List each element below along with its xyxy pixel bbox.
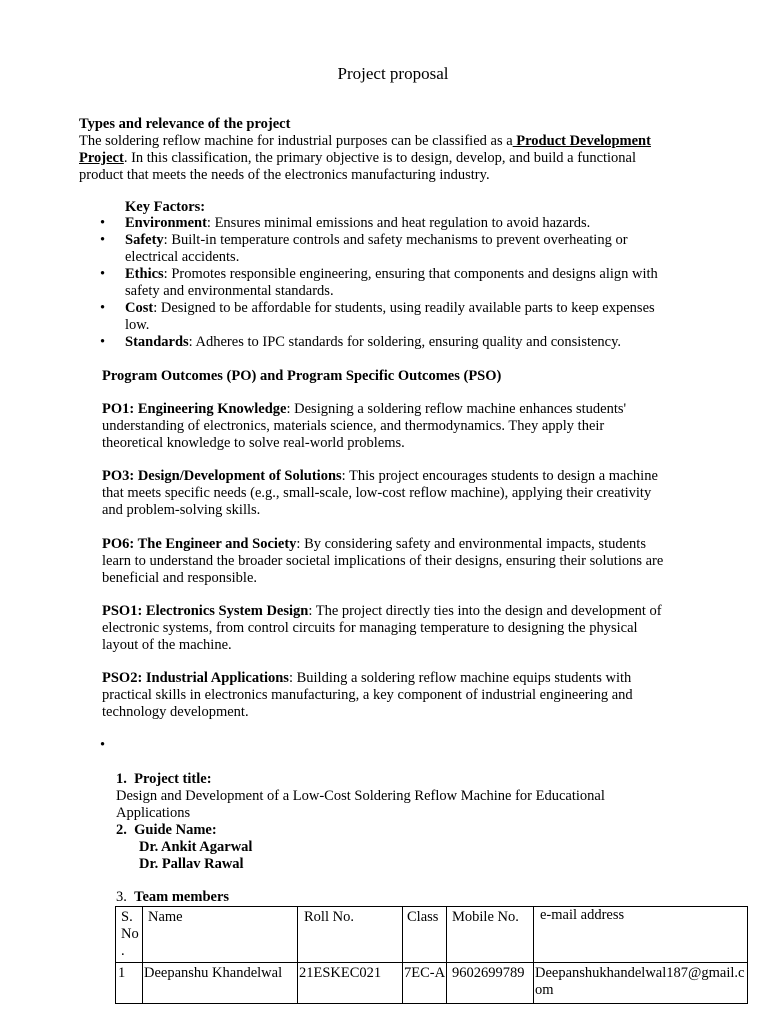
po1-paragraph bbox=[102, 401, 742, 452]
header-class: Class bbox=[403, 907, 447, 963]
team-heading bbox=[116, 889, 229, 906]
table-header-row bbox=[116, 907, 748, 963]
factor-term: Ethics bbox=[125, 266, 164, 282]
po1-term: PO1: Engineering Knowledge bbox=[102, 401, 287, 417]
project-details bbox=[116, 771, 756, 873]
guide-label: Guide Name: bbox=[134, 822, 217, 838]
header-name: Name bbox=[143, 907, 298, 963]
empty-bullet-icon: • bbox=[100, 737, 106, 753]
po6-paragraph bbox=[102, 536, 742, 587]
pso1-text: : The project directly ties into the design and development of bbox=[308, 603, 662, 619]
factor-text: : Promotes responsible engineering, ensuring that components and designs align with bbox=[163, 266, 658, 282]
item-number: 2. bbox=[116, 822, 127, 838]
team-table bbox=[115, 906, 748, 1004]
factor-text: : Built-in temperature controls and safety mechanisms to prevent overheating or bbox=[163, 232, 628, 248]
bullet-icon: • bbox=[100, 300, 106, 316]
po1-text: : Designing a soldering reflow machine enhances students' bbox=[286, 401, 627, 417]
cell-name: Deepanshu Khandelwal bbox=[143, 963, 298, 1004]
types-section bbox=[79, 116, 719, 184]
header-sno: S. No . bbox=[116, 907, 143, 963]
factor-text-cont: low. bbox=[125, 317, 150, 333]
po3-paragraph bbox=[102, 468, 742, 519]
header-mobile: Mobile No. bbox=[447, 907, 534, 963]
cell-class: 7EC-A bbox=[403, 963, 447, 1004]
pso2-text-3: technology development. bbox=[102, 704, 249, 720]
po6-text-3: beneficial and responsible. bbox=[102, 570, 258, 586]
bullet-icon: • bbox=[100, 232, 106, 248]
po3-term: PO3: Design/Development of Solutions bbox=[102, 468, 342, 484]
project-title-label: Project title: bbox=[134, 771, 212, 787]
types-text-2: . In this classification, the primary objective is to design, develop, and build a functional bbox=[123, 150, 637, 166]
bullet-icon: • bbox=[100, 215, 106, 231]
factor-text-cont: safety and environmental standards. bbox=[125, 283, 334, 299]
table-row bbox=[116, 963, 748, 1004]
item-number: 1. bbox=[116, 771, 127, 787]
pso1-text-2: electronic systems, from control circuits for managing temperature to designing the physical bbox=[102, 620, 638, 636]
list-item bbox=[79, 300, 709, 334]
types-text-3: product that meets the needs of the electronics manufacturing industry. bbox=[79, 167, 490, 183]
page-title: Project proposal bbox=[337, 64, 449, 83]
pso1-text-3: layout of the machine. bbox=[102, 637, 232, 653]
key-factors-heading: Key Factors: bbox=[125, 199, 206, 215]
outcomes-heading: Program Outcomes (PO) and Program Specific Outcomes (PSO) bbox=[102, 368, 502, 384]
pso2-text: : Building a soldering reflow machine equips students with bbox=[288, 670, 632, 686]
cell-roll: 21ESKEC021 bbox=[298, 963, 403, 1004]
factor-term: Safety bbox=[125, 232, 164, 248]
bullet-icon: • bbox=[100, 334, 106, 350]
types-text-1: The soldering reflow machine for industrial purposes can be classified as a bbox=[79, 133, 513, 149]
factor-term: Environment bbox=[125, 215, 207, 231]
list-item bbox=[79, 215, 709, 232]
pso2-term: PSO2: Industrial Applications bbox=[102, 670, 289, 686]
factor-text: : Ensures minimal emissions and heat regulation to avoid hazards. bbox=[206, 215, 591, 231]
pso1-paragraph bbox=[102, 603, 742, 654]
factor-term: Cost bbox=[125, 300, 154, 316]
pso2-paragraph bbox=[102, 670, 742, 721]
po1-text-2: understanding of electronics, materials science, and thermodynamics. They apply their bbox=[102, 418, 605, 434]
header-roll: Roll No. bbox=[298, 907, 403, 963]
po6-text: : By considering safety and environmental impacts, students bbox=[296, 536, 646, 552]
factor-term: Standards bbox=[125, 334, 189, 350]
po1-text-3: theoretical knowledge to solve real-world problems. bbox=[102, 435, 405, 451]
list-item bbox=[79, 266, 709, 300]
factor-text: : Adheres to IPC standards for soldering, ensuring quality and consistency. bbox=[188, 334, 622, 350]
pso2-text-2: practical skills in electronics manufacturing, a key component of industrial engineering and bbox=[102, 687, 633, 703]
list-item bbox=[79, 232, 709, 266]
po6-term: PO6: The Engineer and Society bbox=[102, 536, 297, 552]
project-link: Project bbox=[79, 150, 124, 166]
guide-name-1: Dr. Ankit Agarwal bbox=[139, 839, 253, 855]
guide-name-2: Dr. Pallav Rawal bbox=[139, 856, 244, 872]
list-item bbox=[79, 334, 709, 351]
po6-text-2: learn to understand the broader societal implications of their designs, ensuring their solutions are bbox=[102, 553, 664, 569]
product-development-link: Product Development bbox=[512, 133, 651, 149]
header-email: e-mail address bbox=[534, 907, 748, 963]
bullet-icon: • bbox=[100, 266, 106, 282]
po3-text: : This project encourages students to design a machine bbox=[341, 468, 658, 484]
project-title-text-2: Applications bbox=[116, 805, 191, 821]
factor-text-cont: electrical accidents. bbox=[125, 249, 240, 265]
types-heading: Types and relevance of the project bbox=[79, 116, 291, 132]
team-label: Team members bbox=[134, 889, 230, 905]
key-factors-list bbox=[79, 215, 709, 351]
cell-email: Deepanshukhandelwal187@gmail.com bbox=[534, 963, 748, 1004]
cell-sno: 1 bbox=[116, 963, 143, 1004]
item-number: 3. bbox=[116, 889, 127, 905]
po3-text-2: that meets specific needs (e.g., small-scale, low-cost reflow machine), applying their creativity bbox=[102, 485, 652, 501]
po3-text-3: and problem-solving skills. bbox=[102, 502, 261, 518]
cell-mobile: 9602699789 bbox=[447, 963, 534, 1004]
project-title-text: Design and Development of a Low-Cost Soldering Reflow Machine for Educational bbox=[116, 788, 605, 804]
pso1-term: PSO1: Electronics System Design bbox=[102, 603, 309, 619]
factor-text: : Designed to be affordable for students, using readily available parts to keep expenses bbox=[153, 300, 655, 316]
